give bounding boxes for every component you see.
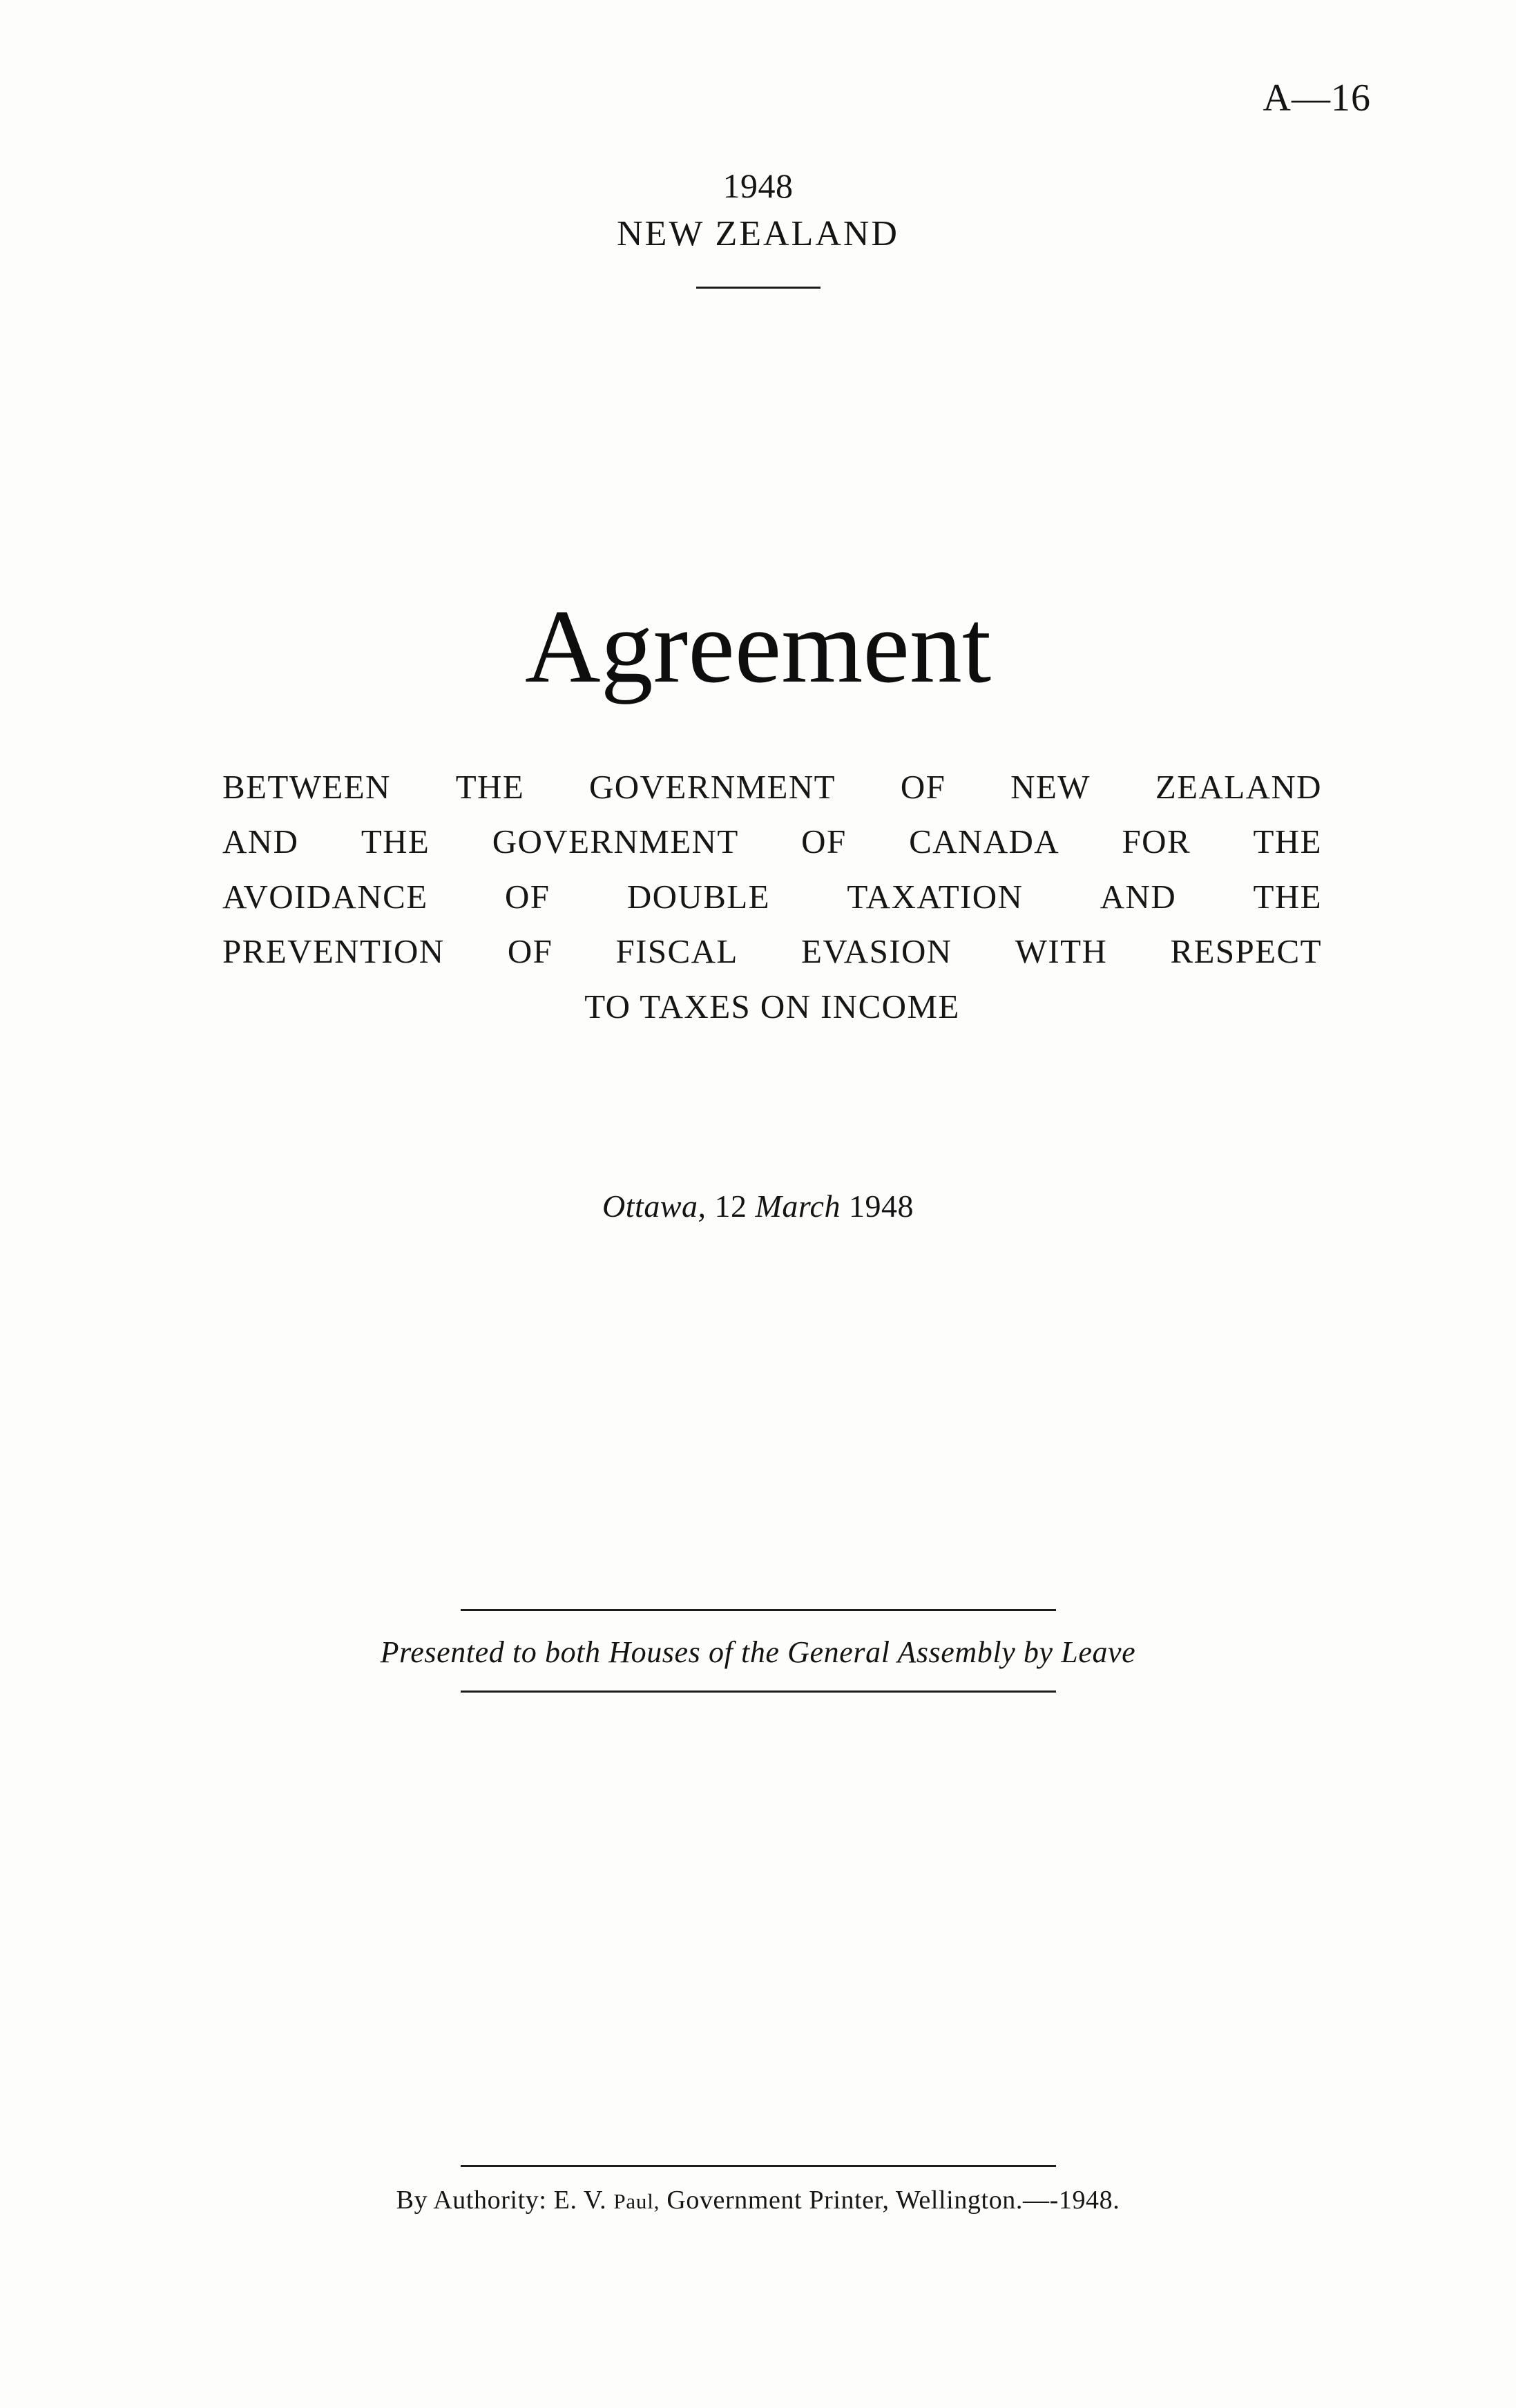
subtitle-word: DOUBLE <box>626 877 770 916</box>
catalogue-number: A—16 <box>1263 77 1371 119</box>
subtitle-word: OF <box>801 822 847 861</box>
subtitle-line <box>222 814 1322 869</box>
footer-authority-prefix: By Authority: <box>396 2186 547 2215</box>
date-month: March <box>755 1188 841 1224</box>
subtitle-word: AND <box>222 822 299 861</box>
subtitle-block <box>222 760 1322 1034</box>
heading-divider <box>696 287 821 289</box>
presented-note: Presented to both Houses of the General Assembly by Leave <box>380 1635 1136 1669</box>
footer-imprint <box>0 2185 1516 2215</box>
subtitle-word: GOVERNMENT <box>589 768 836 806</box>
presented-bottom-divider <box>461 1691 1056 1693</box>
footer-imprint-text: Government Printer, Wellington.—-1948. <box>666 2186 1120 2215</box>
presented-block <box>0 1609 1516 1693</box>
place-name: Ottawa, <box>602 1188 707 1224</box>
subtitle-word: OF <box>504 877 550 916</box>
subtitle-word: OF <box>900 768 946 806</box>
subtitle-word: BETWEEN <box>222 768 391 806</box>
heading-year: 1948 <box>722 166 794 205</box>
heading-block <box>0 166 1516 289</box>
date-year: 1948 <box>848 1188 914 1224</box>
footer-printer-initials: E. V. <box>553 2186 607 2215</box>
footer-divider <box>461 2165 1056 2167</box>
subtitle-line <box>222 869 1322 924</box>
subtitle-line <box>222 760 1322 814</box>
footer-printer-name: Paul, <box>613 2189 660 2213</box>
subtitle-word: ZEALAND <box>1155 768 1322 806</box>
subtitle-word: TAXATION <box>847 877 1024 916</box>
subtitle-word: THE <box>1253 822 1322 861</box>
subtitle-line: TO TAXES ON INCOME <box>584 987 960 1025</box>
subtitle-line <box>222 924 1322 979</box>
subtitle-word: FOR <box>1122 822 1191 861</box>
subtitle-word: GOVERNMENT <box>492 822 739 861</box>
title-block <box>0 588 1516 704</box>
subtitle-word: AND <box>1100 877 1177 916</box>
date-day: 12 <box>714 1188 747 1224</box>
page-title: Agreement <box>524 588 992 704</box>
subtitle-word: CANADA <box>909 822 1060 861</box>
presented-top-divider <box>461 1609 1056 1611</box>
subtitle-word: OF <box>507 932 553 971</box>
subtitle-word: THE <box>455 768 525 806</box>
subtitle-word: THE <box>1253 877 1322 916</box>
subtitle-word: RESPECT <box>1170 932 1322 971</box>
heading-country: NEW ZEALAND <box>617 214 899 253</box>
place-and-date <box>0 1188 1516 1224</box>
subtitle-word: FISCAL <box>615 932 738 971</box>
subtitle-word: NEW <box>1010 768 1091 806</box>
subtitle-word: EVASION <box>800 932 952 971</box>
subtitle-word: THE <box>361 822 430 861</box>
subtitle-word: PREVENTION <box>222 932 445 971</box>
footer-block <box>0 2165 1516 2215</box>
subtitle-word: AVOIDANCE <box>222 877 428 916</box>
subtitle-word: WITH <box>1015 932 1108 971</box>
